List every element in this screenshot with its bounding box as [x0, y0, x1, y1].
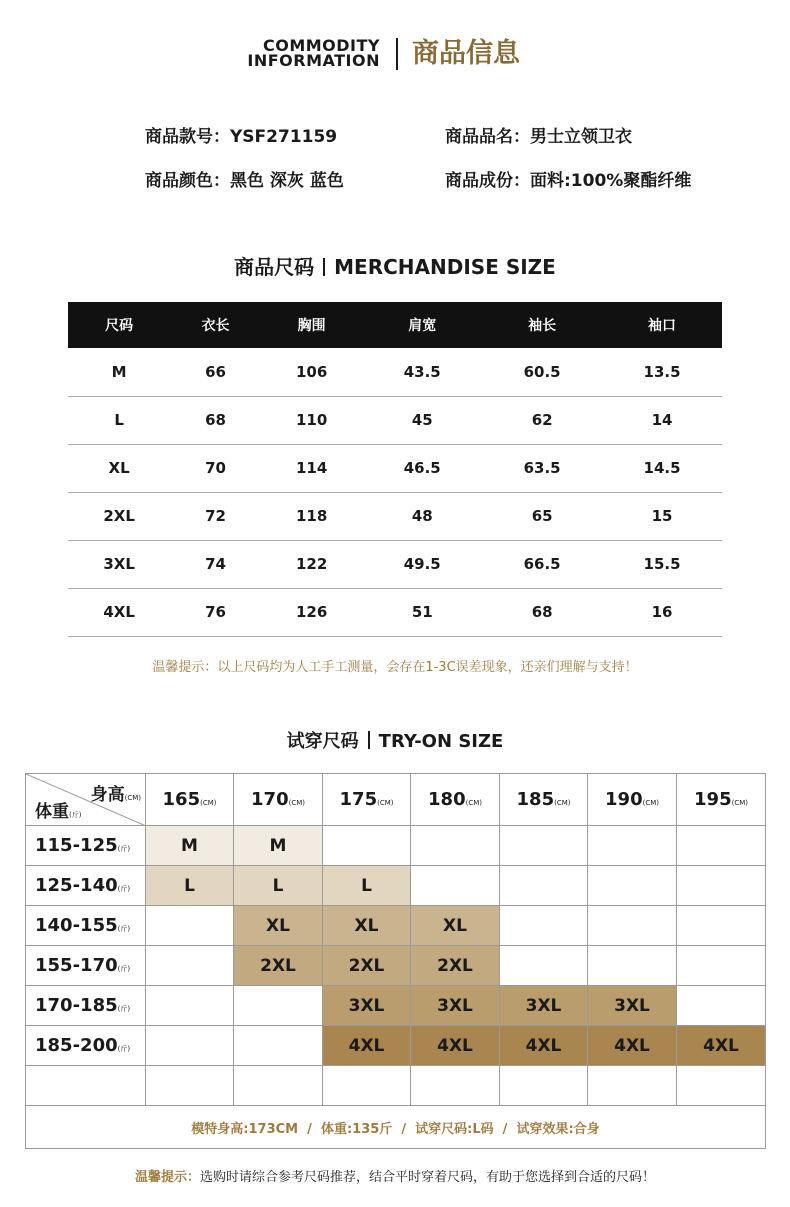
tryon-row	[26, 986, 766, 1026]
tryon-title-divider	[368, 731, 370, 749]
table-cell: M	[68, 348, 170, 396]
size-table-header	[68, 302, 722, 348]
weight-value: 125-140	[35, 875, 118, 896]
size-header-cell: 尺码	[68, 302, 170, 348]
table-row	[68, 444, 722, 492]
empty-cell	[146, 1066, 234, 1106]
tryon-size-cell: 2XL	[323, 946, 411, 986]
table-cell: 65	[482, 492, 602, 540]
tryon-size-cell	[234, 986, 323, 1026]
tryon-size-cell: XL	[323, 906, 411, 946]
table-cell: 114	[261, 444, 362, 492]
tryon-size-cell: XL	[234, 906, 323, 946]
tryon-size-cell: L	[323, 866, 411, 906]
table-cell: 43.5	[362, 348, 482, 396]
weight-label-cell	[26, 946, 146, 986]
corner-weight-label	[35, 797, 81, 822]
tryon-row	[26, 1026, 766, 1066]
weight-unit: (斤)	[117, 885, 131, 893]
table-cell: 106	[261, 348, 362, 396]
tryon-size-cell	[588, 826, 677, 866]
table-cell: 74	[170, 540, 261, 588]
size-header-cell: 袖长	[482, 302, 602, 348]
tryon-size-cell	[588, 906, 677, 946]
tryon-size-cell: M	[234, 826, 323, 866]
table-cell: 62	[482, 396, 602, 444]
tryon-corner-cell	[26, 774, 146, 826]
weight-label-cell	[26, 906, 146, 946]
info-material: 商品成份：面料:100%聚酯纤维	[445, 171, 692, 191]
table-cell: 2XL	[68, 492, 170, 540]
table-cell: 126	[261, 588, 362, 636]
table-row	[68, 540, 722, 588]
weight-value: 170-185	[35, 995, 118, 1016]
table-cell: 3XL	[68, 540, 170, 588]
table-cell: 110	[261, 396, 362, 444]
size-header-cell: 肩宽	[362, 302, 482, 348]
height-value: 165	[162, 789, 201, 810]
tryon-title-en: TRY-ON SIZE	[378, 731, 504, 752]
table-cell: 68	[482, 588, 602, 636]
tryon-empty-row	[26, 1066, 766, 1106]
table-cell: 15	[602, 492, 722, 540]
height-value: 185	[516, 789, 555, 810]
tryon-size-cell	[234, 1026, 323, 1066]
empty-cell	[234, 1066, 323, 1106]
weight-label-cell	[26, 866, 146, 906]
tryon-size-cell	[500, 906, 588, 946]
weight-unit: (斤)	[117, 965, 131, 973]
tryon-size-cell: 3XL	[588, 986, 677, 1026]
corner-height-unit: (CM)	[124, 794, 141, 802]
header-english-title	[247, 38, 380, 68]
table-cell: XL	[68, 444, 170, 492]
model-info-text: 模特身高:173CM / 体重:135斤 / 试穿尺码:L码 / 试穿效果:合身	[26, 1106, 766, 1149]
corner-weight-unit: (斤)	[69, 811, 82, 819]
table-cell: L	[68, 396, 170, 444]
height-unit: (CM)	[465, 799, 482, 807]
tryon-size-cell	[677, 986, 766, 1026]
tryon-row	[26, 946, 766, 986]
tryon-size-cell: 4XL	[588, 1026, 677, 1066]
size-table	[68, 302, 722, 637]
height-header-cell	[146, 774, 234, 826]
tryon-size-cell	[588, 866, 677, 906]
tryon-height-row	[26, 774, 766, 826]
info-colors: 商品颜色：黑色 深灰 蓝色	[145, 171, 344, 191]
tryon-size-cell	[588, 946, 677, 986]
weight-unit: (斤)	[117, 1045, 131, 1053]
tryon-size-cell	[500, 946, 588, 986]
height-header-cell	[234, 774, 323, 826]
corner-height-label	[91, 780, 141, 805]
header-english-line2: INFORMATION	[247, 51, 380, 70]
bottom-tip	[0, 1166, 790, 1185]
size-title-cn: 商品尺码	[234, 255, 315, 279]
commodity-header	[0, 36, 790, 76]
height-value: 170	[251, 789, 289, 810]
tryon-size-cell: M	[146, 826, 234, 866]
empty-cell	[26, 1066, 146, 1106]
tryon-size-cell: 3XL	[411, 986, 500, 1026]
empty-cell	[500, 1066, 588, 1106]
tryon-size-cell: L	[146, 866, 234, 906]
model-info-row	[26, 1106, 766, 1149]
table-cell: 45	[362, 396, 482, 444]
weight-unit: (斤)	[117, 1005, 131, 1013]
table-row	[68, 492, 722, 540]
size-header-cell: 胸围	[261, 302, 362, 348]
tryon-table	[25, 773, 766, 1149]
weight-label-cell	[26, 826, 146, 866]
size-section-title	[0, 251, 790, 280]
height-value: 190	[605, 789, 643, 810]
table-cell: 63.5	[482, 444, 602, 492]
tryon-size-cell	[411, 866, 500, 906]
table-cell: 16	[602, 588, 722, 636]
size-title-divider	[323, 258, 325, 276]
tryon-size-cell: 2XL	[411, 946, 500, 986]
table-row	[68, 588, 722, 636]
table-cell: 70	[170, 444, 261, 492]
weight-unit: (斤)	[117, 925, 131, 933]
tryon-size-cell	[323, 826, 411, 866]
tryon-size-cell	[677, 946, 766, 986]
tryon-size-cell: 3XL	[500, 986, 588, 1026]
height-unit: (CM)	[377, 799, 394, 807]
tryon-size-cell	[411, 826, 500, 866]
table-cell: 122	[261, 540, 362, 588]
height-header-cell	[677, 774, 766, 826]
header-chinese-title: 商品信息	[412, 38, 520, 69]
tryon-row	[26, 826, 766, 866]
tryon-size-cell: XL	[411, 906, 500, 946]
tryon-size-cell: 4XL	[323, 1026, 411, 1066]
table-cell: 118	[261, 492, 362, 540]
tryon-size-cell	[146, 906, 234, 946]
table-cell: 49.5	[362, 540, 482, 588]
tryon-size-cell	[500, 866, 588, 906]
tryon-size-cell: 4XL	[411, 1026, 500, 1066]
weight-value: 140-155	[35, 915, 118, 936]
height-unit: (CM)	[288, 799, 305, 807]
tryon-size-cell	[146, 986, 234, 1026]
height-header-cell	[500, 774, 588, 826]
tryon-size-cell	[500, 826, 588, 866]
size-header-cell: 衣长	[170, 302, 261, 348]
tryon-row	[26, 906, 766, 946]
table-cell: 51	[362, 588, 482, 636]
table-cell: 48	[362, 492, 482, 540]
height-unit: (CM)	[554, 799, 571, 807]
weight-value: 115-125	[35, 835, 118, 856]
height-value: 180	[428, 789, 466, 810]
tryon-size-cell	[677, 906, 766, 946]
table-cell: 66	[170, 348, 261, 396]
empty-cell	[411, 1066, 500, 1106]
weight-unit: (斤)	[117, 845, 131, 853]
tip-text: 选购时请综合参考尺码推荐，结合平时穿着尺码，有助于您选择到合适的尺码！	[200, 1170, 656, 1185]
weight-label-cell	[26, 986, 146, 1026]
height-unit: (CM)	[200, 799, 217, 807]
height-header-cell	[411, 774, 500, 826]
header-english-line1: COMMODITY	[262, 36, 380, 55]
table-cell: 76	[170, 588, 261, 636]
table-cell: 60.5	[482, 348, 602, 396]
table-cell: 15.5	[602, 540, 722, 588]
tryon-size-cell	[146, 946, 234, 986]
height-value: 175	[339, 789, 378, 810]
tip-label: 温馨提示：	[134, 1170, 200, 1185]
empty-cell	[323, 1066, 411, 1106]
weight-value: 185-200	[35, 1035, 118, 1056]
tryon-size-cell: 2XL	[234, 946, 323, 986]
corner-height-text: 身高	[90, 785, 125, 805]
tryon-size-cell: 4XL	[677, 1026, 766, 1066]
table-cell: 14.5	[602, 444, 722, 492]
empty-cell	[588, 1066, 677, 1106]
weight-value: 155-170	[35, 955, 118, 976]
height-unit: (CM)	[731, 799, 748, 807]
tryon-size-cell: 3XL	[323, 986, 411, 1026]
corner-weight-text: 体重	[35, 802, 69, 822]
info-model-number: 商品款号：YSF271159	[145, 127, 338, 147]
tryon-size-cell	[677, 866, 766, 906]
header-divider	[396, 38, 398, 70]
tryon-size-cell	[677, 826, 766, 866]
height-header-cell	[323, 774, 411, 826]
height-header-cell	[588, 774, 677, 826]
table-cell: 72	[170, 492, 261, 540]
table-cell: 46.5	[362, 444, 482, 492]
info-product-name: 商品品名：男士立领卫衣	[445, 127, 632, 147]
table-cell: 68	[170, 396, 261, 444]
table-cell: 13.5	[602, 348, 722, 396]
table-row	[68, 396, 722, 444]
height-unit: (CM)	[642, 799, 659, 807]
tryon-row	[26, 866, 766, 906]
tryon-size-cell	[146, 1026, 234, 1066]
tryon-title-cn: 试穿尺码	[286, 731, 359, 752]
empty-cell	[677, 1066, 766, 1106]
weight-label-cell	[26, 1026, 146, 1066]
table-cell: 66.5	[482, 540, 602, 588]
table-cell: 4XL	[68, 588, 170, 636]
size-title-en: MERCHANDISE SIZE	[334, 255, 556, 279]
table-cell: 14	[602, 396, 722, 444]
table-row	[68, 348, 722, 396]
tryon-size-cell: 4XL	[500, 1026, 588, 1066]
size-measurement-note: 温馨提示：以上尺码均为人工手工测量，会存在1-3C误差现象，还亲们理解与支持！	[152, 660, 638, 675]
size-header-cell: 袖口	[602, 302, 722, 348]
tryon-section-title	[0, 727, 790, 753]
height-value: 195	[694, 789, 732, 810]
tryon-size-cell: L	[234, 866, 323, 906]
